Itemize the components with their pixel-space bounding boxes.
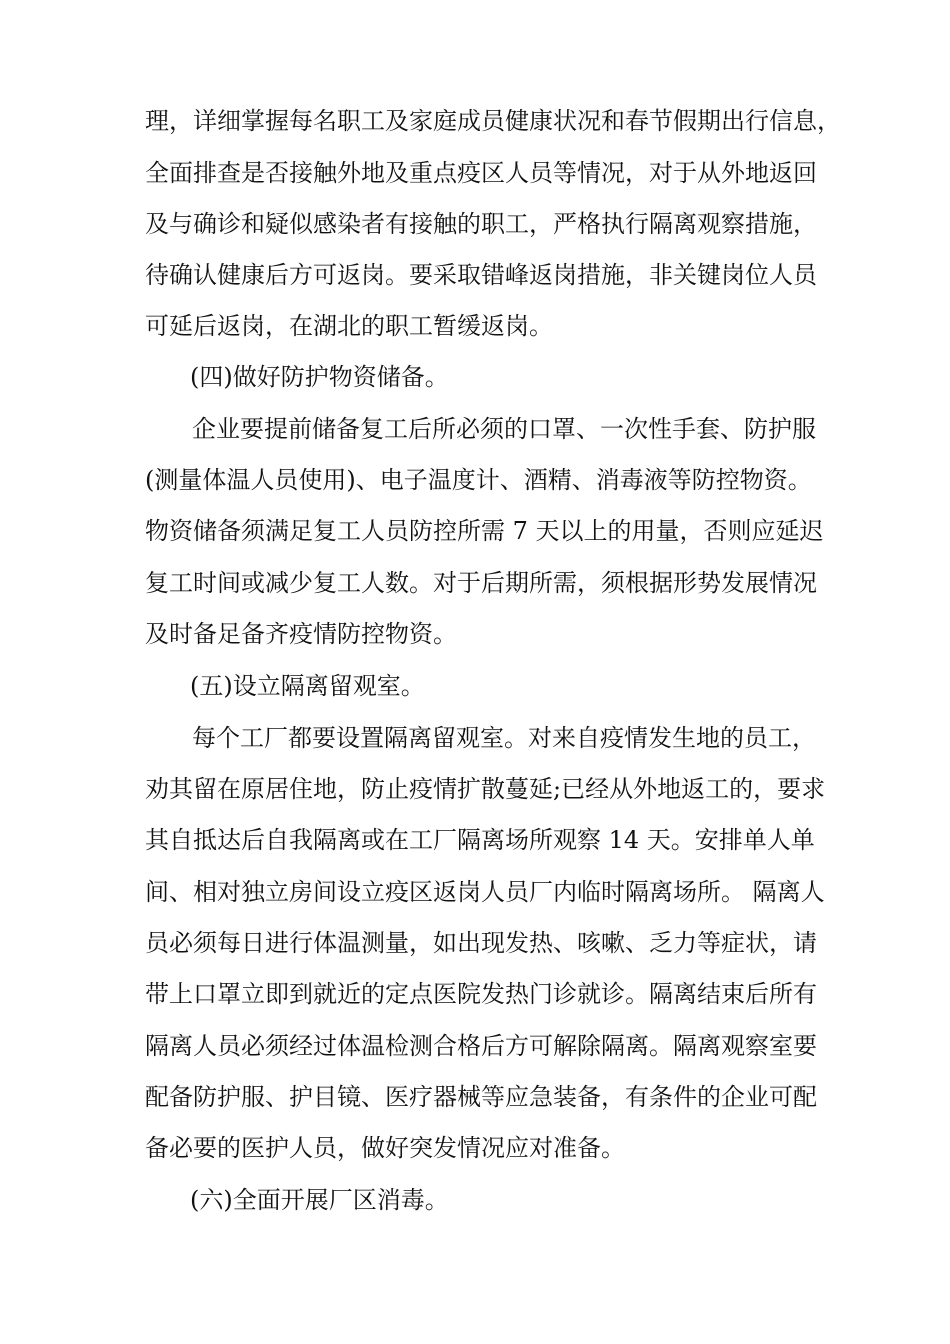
- paragraph-3-line-4: 间、相对独立房间设立疫区返岗人员厂内临时隔离场所。 隔离人: [145, 878, 825, 906]
- paragraph-3-line-1: 每个工厂都要设置隔离留观室。对来自疫情发生地的员工，: [192, 724, 816, 752]
- paragraph-3-line-5: 员必须每日进行体温测量，如出现发热、咳嗽、乏力等症状，请: [145, 929, 817, 957]
- paragraph-2-line-1: 企业要提前储备复工后所必须的口罩、一次性手套、防护服: [192, 415, 816, 443]
- paragraph-3-line-3: 其自抵达后自我隔离或在工厂隔离场所观察 14 天。安排单人单: [145, 826, 815, 854]
- paragraph-2-line-5: 及时备足备齐疫情防控物资。: [145, 620, 457, 648]
- paragraph-3-line-7: 隔离人员必须经过体温检测合格后方可解除隔离。隔离观察室要: [145, 1032, 817, 1060]
- paragraph-1-line-2: 全面排查是否接触外地及重点疫区人员等情况，对于从外地返回: [145, 159, 817, 187]
- section-heading-4: (四)做好防护物资储备。: [190, 363, 449, 391]
- paragraph-1-line-5: 可延后返岗，在湖北的职工暂缓返岗。: [145, 312, 553, 340]
- paragraph-1-line-3: 及与确诊和疑似感染者有接触的职工，严格执行隔离观察措施，: [145, 210, 817, 238]
- section-heading-6: (六)全面开展厂区消毒。: [190, 1186, 449, 1214]
- paragraph-3-line-6: 带上口罩立即到就近的定点医院发热门诊就诊。隔离结束后所有: [145, 980, 817, 1008]
- section-heading-5: (五)设立隔离留观室。: [190, 672, 425, 700]
- paragraph-1-line-1: 理，详细掌握每名职工及家庭成员健康状况和春节假期出行信息，: [145, 107, 841, 135]
- paragraph-2-line-3: 物资储备须满足复工人员防控所需 7 天以上的用量，否则应延迟: [145, 517, 824, 545]
- paragraph-2-line-4: 复工时间或减少复工人数。对于后期所需，须根据形势发展情况: [145, 569, 817, 597]
- paragraph-2-line-2: (测量体温人员使用)、电子温度计、酒精、消毒液等防控物资。: [145, 466, 812, 494]
- paragraph-3-line-9: 备必要的医护人员，做好突发情况应对准备。: [145, 1134, 625, 1162]
- paragraph-3-line-2: 劝其留在原居住地，防止疫情扩散蔓延;已经从外地返工的，要求: [145, 775, 826, 803]
- paragraph-3-line-8: 配备防护服、护目镜、医疗器械等应急装备，有条件的企业可配: [145, 1083, 817, 1111]
- paragraph-1-line-4: 待确认健康后方可返岗。要采取错峰返岗措施，非关键岗位人员: [145, 261, 817, 289]
